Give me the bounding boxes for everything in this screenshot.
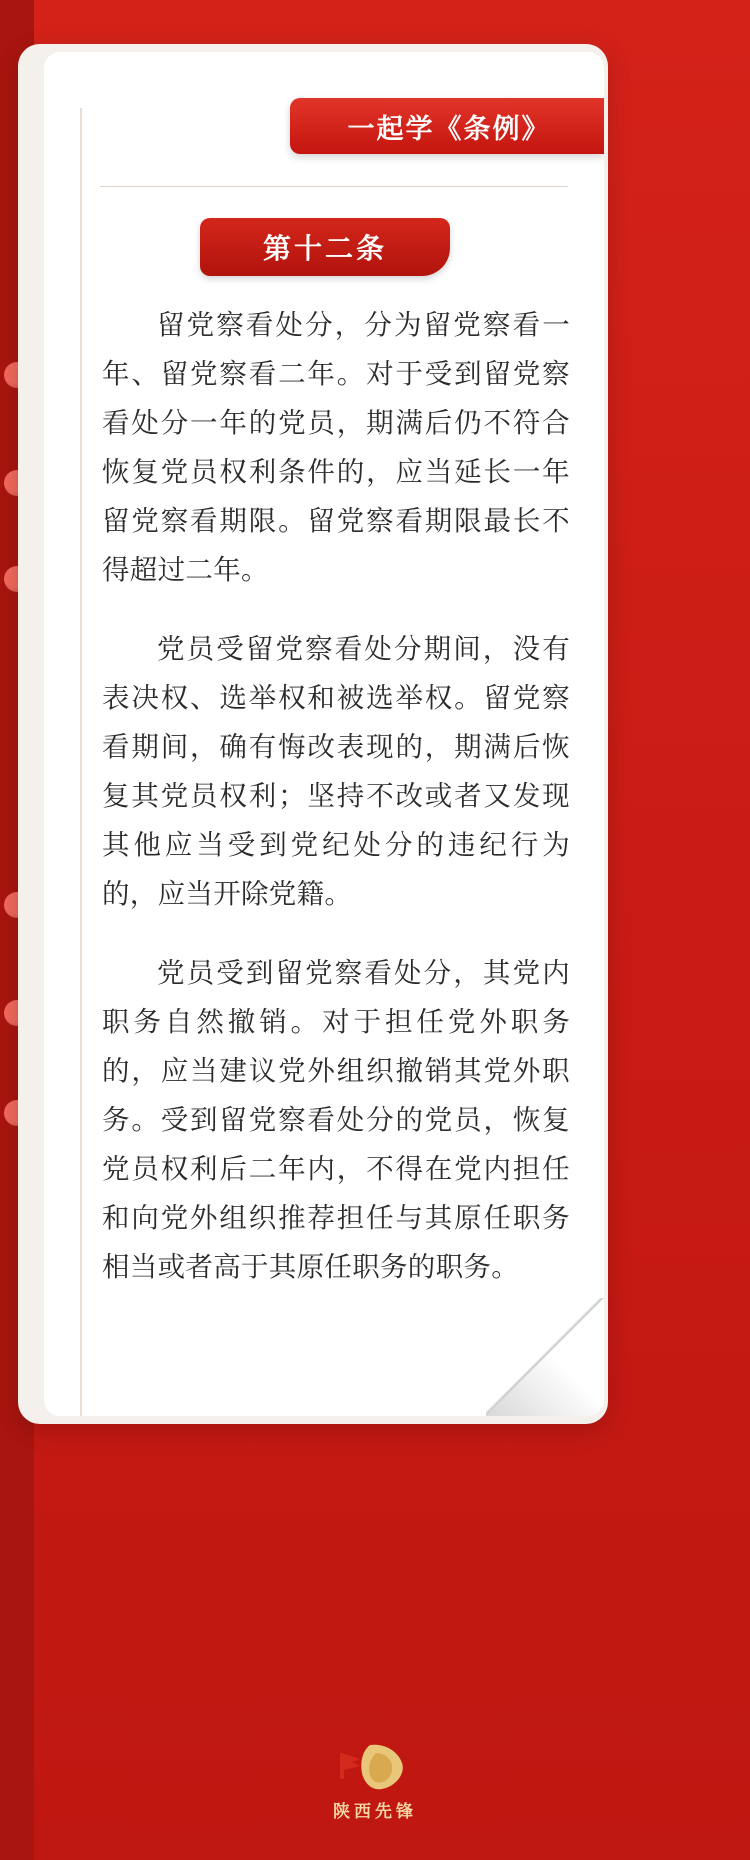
article-paragraph: 留党察看处分，分为留党察看一年、留党察看二年。对于受到留党察看处分一年的党员，期满后仍不符合恢复党员权利条件的，应当延长一年留党察看期限。留党察看期限最长不得超过二年。 bbox=[102, 309, 570, 585]
header-banner-label: 一起学《条例》 bbox=[347, 113, 551, 144]
header-divider bbox=[100, 186, 568, 187]
article-paragraph: 党员受留党察看处分期间，没有表决权、选举权和被选举权。留党察看期间，确有悔改表现的，期满后恢复其党员权利；坚持不改或者又发现其他应当受到党纪处分的违纪行为的，应当开除党籍。 bbox=[102, 633, 570, 909]
article-body bbox=[102, 300, 570, 1291]
footer-caption: 陕西先锋 bbox=[333, 1802, 417, 1821]
party-emblem-icon bbox=[332, 1741, 418, 1793]
shaanxi-map-icon bbox=[332, 1741, 418, 1793]
article-number-label: 第十二条 bbox=[262, 233, 387, 264]
article-number-badge bbox=[200, 218, 450, 276]
article-paragraph: 党员受到留党察看处分，其党内职务自然撤销。对于担任党外职务的，应当建议党外组织撤销其党外职务。受到留党察看处分的党员，恢复党员权利后二年内，不得在党内担任和向党外组织推荐担任与其原任职务相当或者高于其原任职务的职务。 bbox=[102, 957, 570, 1282]
footer bbox=[0, 1741, 750, 1822]
header-banner bbox=[290, 98, 604, 154]
page-curl-decoration bbox=[486, 1298, 604, 1416]
content-card bbox=[44, 52, 604, 1416]
card-margin-line bbox=[80, 108, 82, 1416]
